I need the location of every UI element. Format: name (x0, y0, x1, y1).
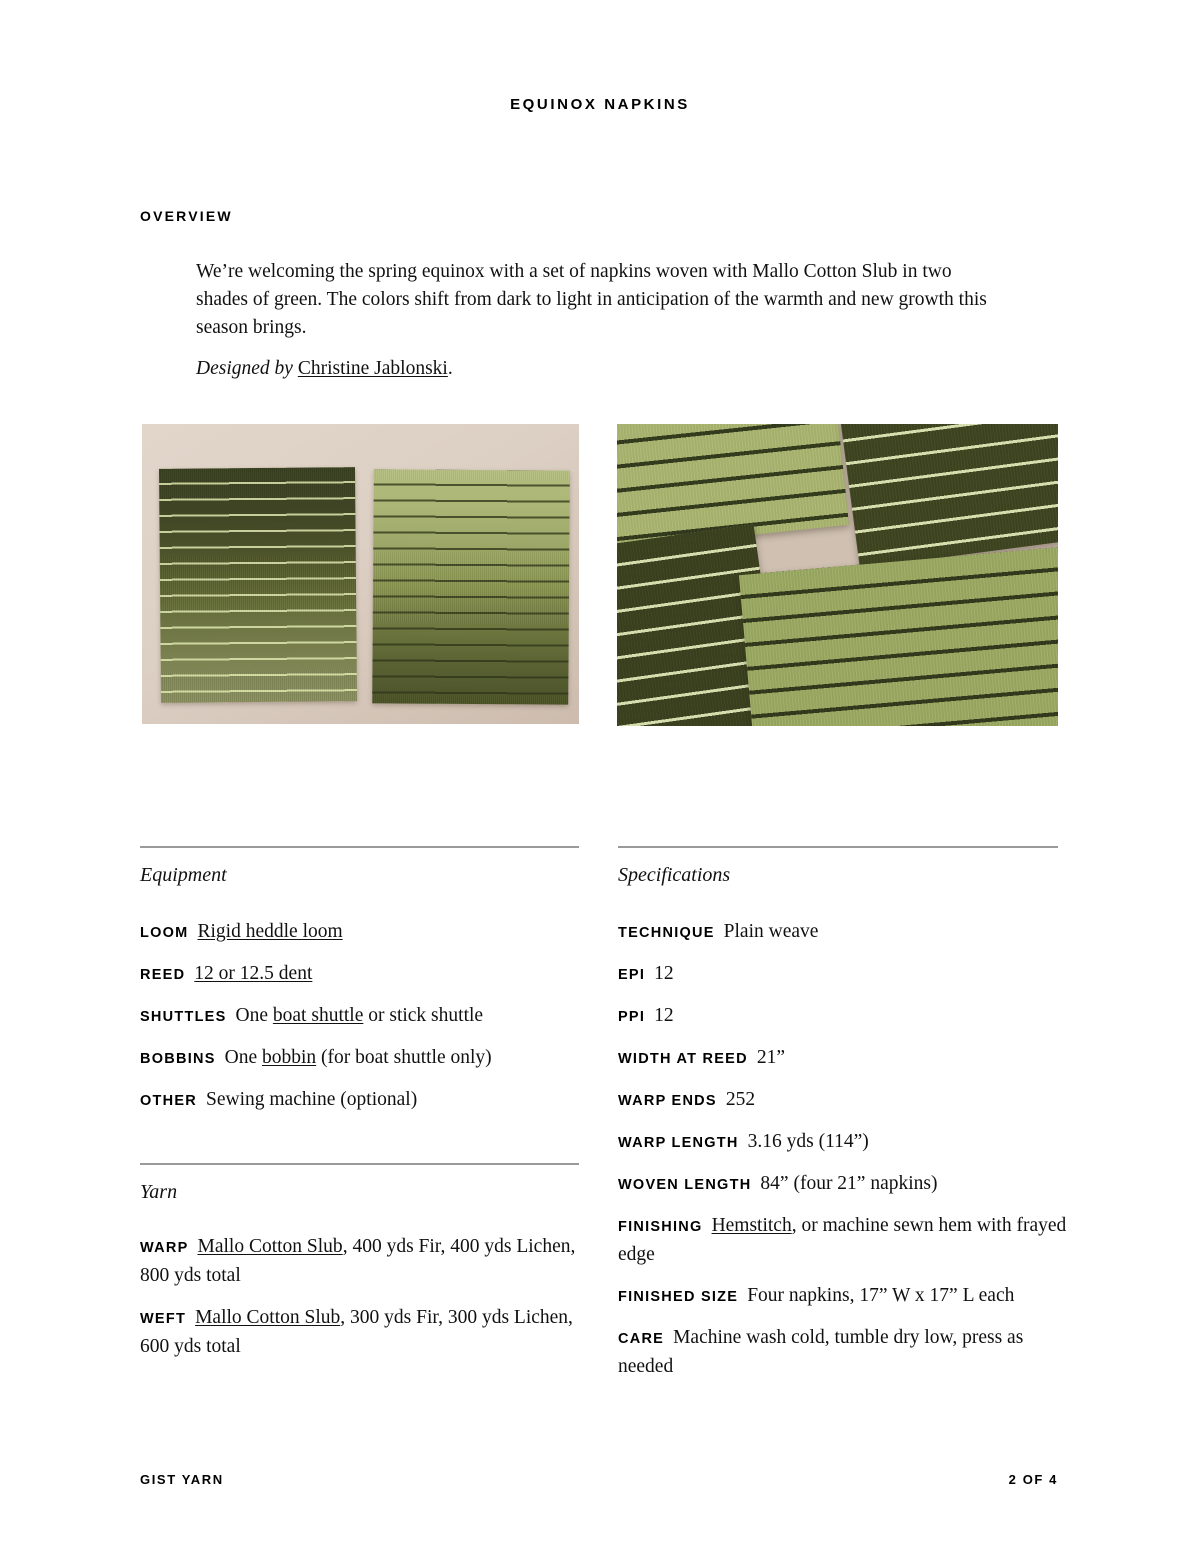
spec-label: TECHNIQUE (618, 925, 715, 941)
divider-equipment (140, 846, 579, 848)
spec-label: FINISHING (618, 1219, 703, 1235)
spec-row (140, 1304, 592, 1361)
spec-value-text: or stick shuttle (363, 1005, 484, 1026)
spec-row (140, 918, 592, 947)
spec-value-text: 84” (four 21” napkins) (760, 1173, 938, 1194)
spec-row (140, 1233, 592, 1290)
spec-label: WARP LENGTH (618, 1135, 739, 1151)
spec-label: OTHER (140, 1093, 197, 1109)
yarn-title: Yarn (140, 1181, 178, 1203)
spec-label: EPI (618, 967, 646, 983)
spec-row (618, 1212, 1070, 1269)
spec-value (757, 1047, 785, 1068)
spec-value-text: 21” (756, 1047, 785, 1068)
spec-value (236, 1005, 484, 1026)
spec-row (618, 1324, 1070, 1381)
spec-value-text: , 400 yds Fir, 400 yds Lichen, 800 yds total (140, 1236, 576, 1286)
spec-row (618, 1282, 1070, 1311)
spec-row (618, 1086, 1070, 1115)
spec-value-text: 3.16 yds (114”) (747, 1131, 869, 1152)
designed-by-prefix: Designed by (196, 358, 298, 379)
spec-value-link[interactable]: Hemstitch (711, 1215, 792, 1236)
spec-value-text: Plain weave (723, 921, 819, 942)
spec-value-text: One (235, 1005, 273, 1026)
spec-value-text: 12 (654, 1005, 674, 1026)
divider-specifications (618, 846, 1058, 848)
spec-label: WOVEN LENGTH (618, 1177, 752, 1193)
spec-value-link[interactable]: Mallo Cotton Slub (195, 1307, 341, 1328)
specifications-list (618, 918, 1070, 1394)
spec-value-link[interactable]: boat shuttle (272, 1005, 364, 1026)
yarn-list (140, 1233, 592, 1375)
spec-value-text: , or machine sewn hem with frayed edge (618, 1215, 1067, 1265)
spec-label: WARP (140, 1240, 189, 1256)
page-title: EQUINOX NAPKINS (510, 96, 690, 113)
footer-brand: GIST YARN (140, 1472, 224, 1487)
spec-label: LOOM (140, 925, 189, 941)
spec-label: SHUTTLES (140, 1009, 227, 1025)
spec-value-text: 252 (725, 1089, 756, 1110)
spec-value-link[interactable]: Rigid heddle loom (197, 921, 343, 942)
spec-value-text: , 300 yds Fir, 300 yds Lichen, 600 yds total (140, 1307, 573, 1357)
spec-value (654, 963, 674, 984)
spec-value (618, 1327, 1023, 1377)
spec-value (140, 1236, 575, 1286)
spec-value (726, 1089, 755, 1110)
spec-value-link[interactable]: Mallo Cotton Slub (197, 1236, 343, 1257)
weave-texture (372, 469, 570, 704)
designed-by-line (196, 355, 453, 383)
spec-value (760, 1173, 937, 1194)
spec-row (618, 960, 1070, 989)
spec-row (140, 1002, 592, 1031)
spec-row (618, 1044, 1070, 1073)
spec-row (618, 1170, 1070, 1199)
napkin-quadrant-bottom-right (739, 546, 1058, 726)
photo-napkins-pair (142, 424, 579, 724)
spec-value-text: One (224, 1047, 262, 1068)
spec-value (225, 1047, 492, 1068)
spec-row (140, 1044, 592, 1073)
spec-label: FINISHED SIZE (618, 1289, 739, 1305)
spec-label: WEFT (140, 1311, 187, 1327)
spec-value (654, 1005, 674, 1026)
designed-by-suffix: . (447, 358, 453, 379)
spec-value-text: Sewing machine (optional) (206, 1089, 418, 1110)
spec-label: BOBBINS (140, 1051, 216, 1067)
spec-row (140, 1086, 592, 1115)
weave-texture (739, 546, 1058, 726)
spec-value-text: Machine wash cold, tumble dry low, press as needed (618, 1327, 1024, 1377)
spec-value (206, 1089, 417, 1110)
spec-row (618, 1002, 1070, 1031)
overview-section-heading: OVERVIEW (140, 208, 233, 224)
spec-value (748, 1131, 869, 1152)
spec-value-text: Four napkins, 17” W x 17” L each (747, 1285, 1015, 1306)
spec-value-text: 12 (654, 963, 674, 984)
spec-value (140, 1307, 573, 1357)
divider-yarn (140, 1163, 579, 1165)
spec-label: PPI (618, 1009, 646, 1025)
photo-napkins-quad (617, 424, 1058, 726)
spec-value-text: (for boat shuttle only) (316, 1047, 492, 1068)
spec-value (198, 921, 343, 942)
spec-value (747, 1285, 1014, 1306)
weave-texture (159, 467, 357, 703)
spec-row (140, 960, 592, 989)
spec-value (724, 921, 819, 942)
spec-label: WIDTH AT REED (618, 1051, 748, 1067)
spec-label: CARE (618, 1331, 665, 1347)
spec-value-link[interactable]: bobbin (262, 1047, 317, 1068)
spec-row (618, 1128, 1070, 1157)
spec-value (194, 963, 312, 984)
equipment-list (140, 918, 592, 1128)
spec-row (618, 918, 1070, 947)
designer-link[interactable]: Christine Jablonski (297, 358, 448, 379)
spec-label: WARP ENDS (618, 1093, 717, 1109)
equipment-title: Equipment (140, 864, 227, 886)
footer-page-number: 2 OF 4 (1008, 1472, 1058, 1487)
overview-paragraph: We’re welcoming the spring equinox with a set of napkins woven with Mallo Cotton Slub in two shades of green. The colors shift from dark to light in anticipation of the warmth and new growth this season brings. (196, 261, 987, 338)
napkin-dark-gradient (159, 467, 357, 703)
napkin-light-gradient (372, 469, 570, 704)
spec-value-link[interactable]: 12 or 12.5 dent (194, 963, 313, 984)
spec-label: REED (140, 967, 186, 983)
specifications-title: Specifications (618, 864, 731, 886)
